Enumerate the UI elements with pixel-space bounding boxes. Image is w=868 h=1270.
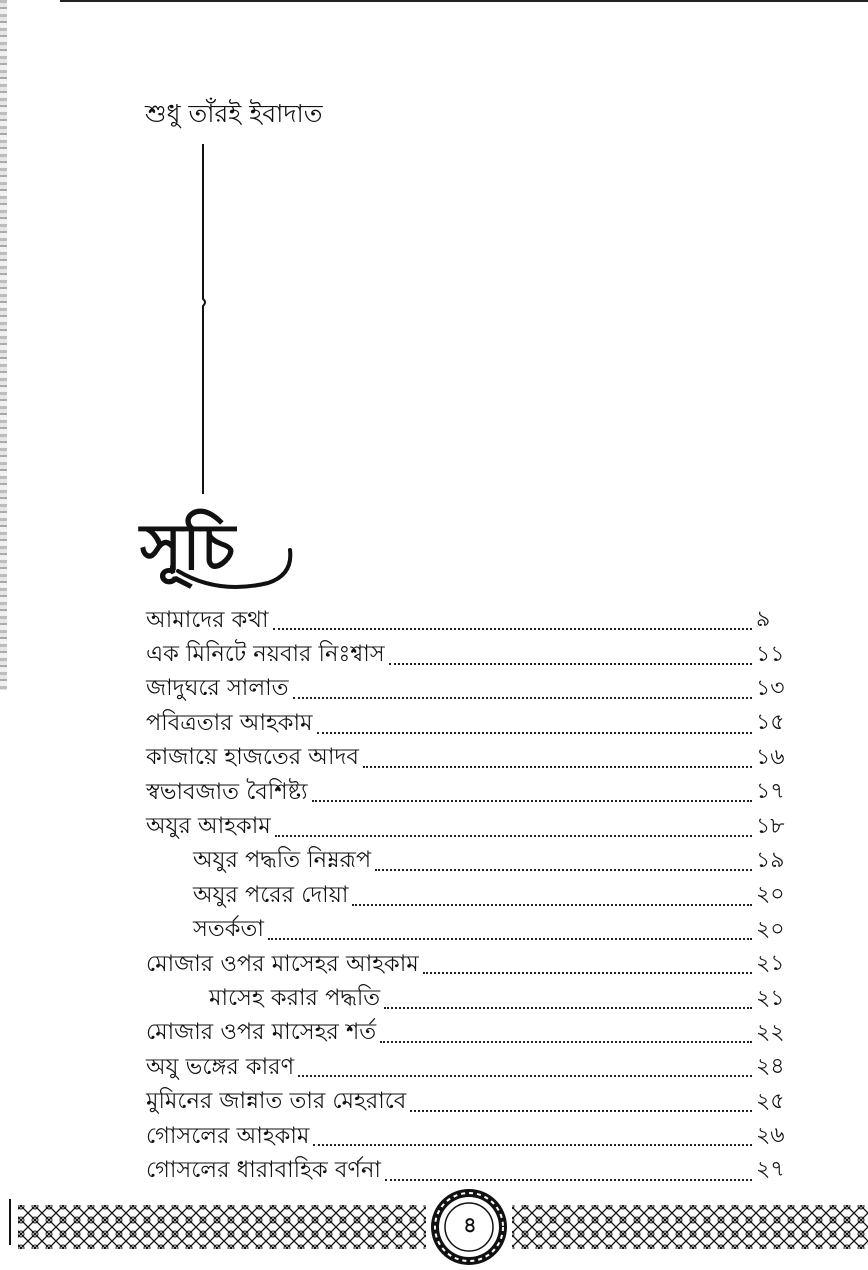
toc-entry-page: ২২: [756, 1019, 785, 1045]
section-heading: সূচি: [140, 510, 236, 585]
section-heading-calligraphy: [138, 505, 298, 595]
toc-entry-title: কাজায়ে হাজতের আদব: [146, 744, 359, 771]
toc-entry-page: ১৫: [756, 710, 785, 736]
toc-entry: [146, 667, 786, 701]
dot-leader: [375, 869, 752, 871]
toc-entry-page: ১১: [756, 641, 785, 667]
toc-entry-title: মোজার ওপর মাসেহর আহকাম: [146, 950, 419, 977]
dot-leader: [312, 800, 752, 802]
dot-leader: [298, 1075, 752, 1077]
toc-entry: [146, 1148, 786, 1182]
toc-entry-page: ২০: [756, 882, 785, 908]
dot-leader: [380, 1041, 752, 1043]
table-of-contents: [146, 598, 786, 1183]
dot-leader: [275, 835, 752, 837]
toc-entry: [146, 1114, 786, 1148]
toc-entry-page: ১৯: [756, 847, 785, 873]
dot-leader: [389, 663, 752, 665]
toc-entry-page: ১৬: [756, 744, 785, 770]
toc-entry-page: ২১: [756, 951, 785, 977]
toc-entry: [146, 1045, 786, 1079]
toc-entry-title: গোসলের ধারাবাহিক বর্ণনা: [146, 1156, 381, 1183]
dot-leader: [385, 1179, 752, 1181]
dot-leader: [313, 1144, 752, 1146]
toc-entry-title: জাদুঘরে সালাত: [146, 675, 289, 702]
toc-entry-title: গোসলের আহকাম: [146, 1122, 310, 1149]
toc-entry-title: অযু ভঙ্গের কারণ: [146, 1053, 295, 1080]
hanging-ornament-line: [197, 144, 217, 494]
toc-entry: [146, 908, 786, 942]
dot-leader: [352, 904, 752, 906]
toc-entry-page: ১৭: [756, 779, 785, 805]
top-border-rule: [60, 0, 868, 2]
toc-entry: [146, 839, 786, 873]
dot-leader: [293, 697, 752, 699]
toc-entry-title: আমাদের কথা: [146, 606, 269, 633]
toc-entry: [146, 632, 786, 666]
toc-entry-title: মোজার ওপর মাসেহর শর্ত: [146, 1019, 377, 1046]
toc-entry: [146, 804, 786, 838]
toc-entry: [146, 873, 786, 907]
toc-entry-page: ১৮: [756, 813, 785, 839]
toc-entry: [146, 976, 786, 1010]
toc-entry-page: ৯: [756, 607, 771, 633]
toc-entry-title: এক মিনিটে নয়বার নিঃশ্বাস: [146, 641, 385, 668]
dot-leader: [363, 766, 752, 768]
toc-entry-title: পবিত্রতার আহকাম: [146, 709, 313, 736]
scan-edge-shadow: [0, 0, 7, 690]
toc-entry: [146, 770, 786, 804]
running-head: শুধু তাঁরই ইবাদাত: [145, 99, 323, 128]
toc-entry-page: ২০: [756, 916, 785, 942]
toc-entry: [146, 701, 786, 735]
toc-entry: [146, 1079, 786, 1113]
toc-entry-page: ২৫: [756, 1088, 785, 1114]
toc-entry-page: ২১: [756, 985, 785, 1011]
toc-entry-title: সতর্কতা: [193, 916, 264, 943]
toc-entry-title: অযুর আহকাম: [146, 812, 271, 839]
page-number: ৪: [463, 1212, 477, 1237]
dot-leader: [268, 938, 752, 940]
toc-entry-title: মুমিনের জান্নাত তার মেহরাবে: [146, 1088, 407, 1115]
toc-entry-title: স্বভাবজাত বৈশিষ্ট্য: [146, 778, 308, 805]
toc-entry: [146, 1011, 786, 1045]
dot-leader: [423, 972, 752, 974]
toc-entry-title: অযুর পদ্ধতি নিম্নরূপ: [193, 847, 372, 874]
toc-entry: [146, 736, 786, 770]
toc-entry-page: ২৪: [756, 1054, 785, 1080]
toc-entry: [146, 598, 786, 632]
toc-entry-page: ২৬: [756, 1123, 785, 1149]
dot-leader: [410, 1110, 752, 1112]
toc-entry-title: অযুর পরের দোয়া: [193, 881, 349, 908]
dot-leader: [384, 1007, 752, 1009]
toc-entry-page: ২৭: [756, 1157, 785, 1183]
dot-leader: [273, 628, 753, 630]
toc-entry-title: মাসেহ করার পদ্ধতি: [209, 984, 381, 1011]
toc-entry: [146, 942, 786, 976]
toc-entry-page: ১৩: [756, 675, 785, 701]
dot-leader: [317, 732, 752, 734]
